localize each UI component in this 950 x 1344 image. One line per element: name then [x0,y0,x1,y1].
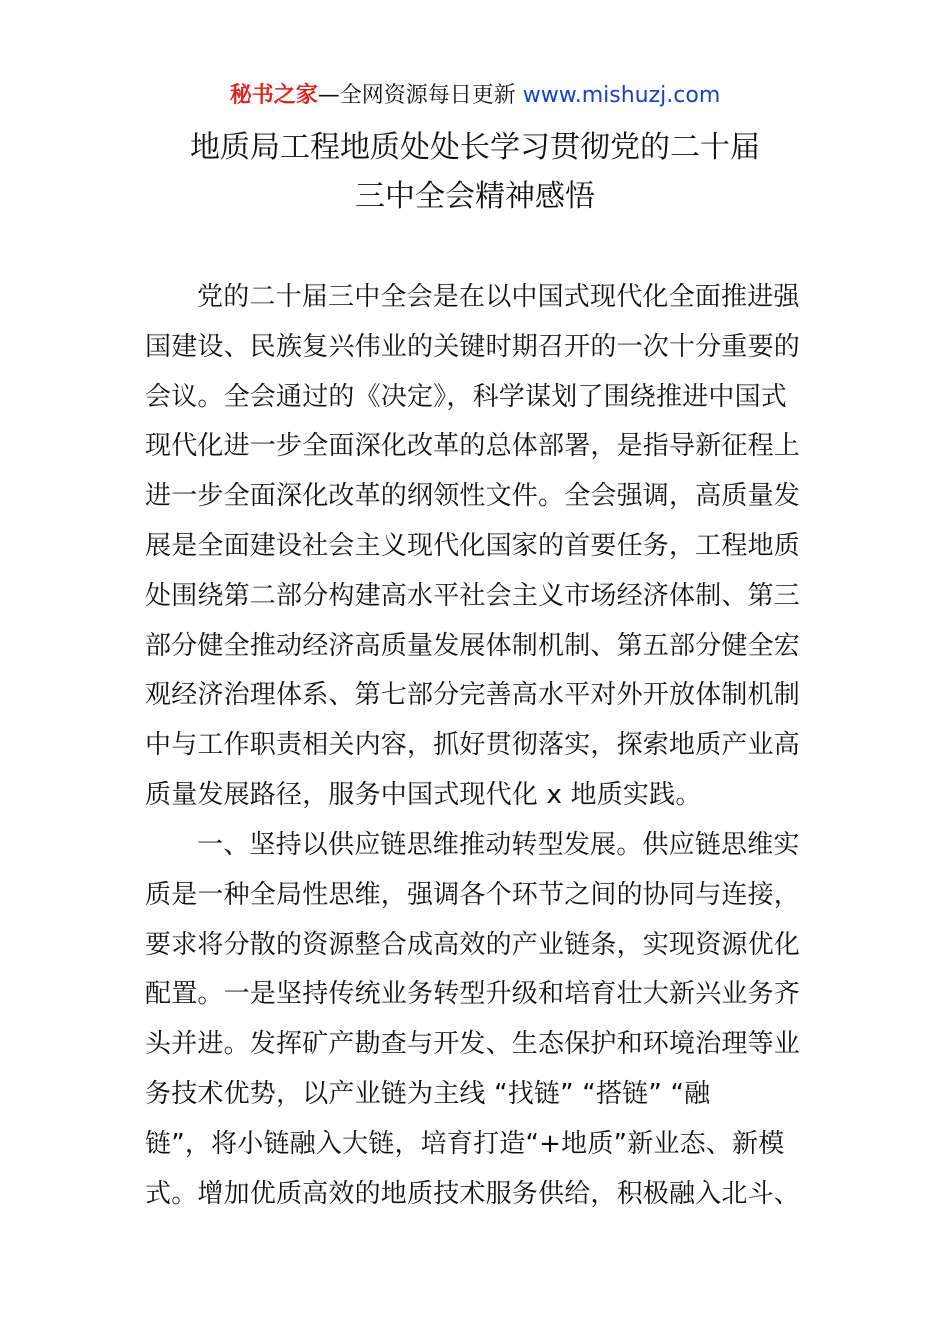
paragraph-line: 链”，将小链融入大链，培育打造“+地质”新业态、新模 [145,1128,785,1159]
brand-name: 秘书之家 [229,83,318,108]
paragraph-line: 质量发展路径，服务中国式现代化 x 地质实践。 [145,779,702,810]
paragraph-line: 国建设、民族复兴伟业的关键时期召开的一次十分重要的 [145,331,801,362]
paragraph-line: 进一步全面深化改革的纲领性文件。全会强调，高质量发 [145,481,801,512]
paragraph-line: 部分健全推动经济高质量发展体制机制、第五部分健全宏 [145,630,801,661]
paragraph-line: 要求将分散的资源整合成高效的产业链条，实现资源优化 [145,929,801,960]
paragraph-line: 处围绕第二部分构建高水平社会主义市场经济体制、第三 [145,580,801,611]
paragraph-line: 质是一种全局性思维，强调各个环节之间的协同与连接， [145,879,801,910]
paragraph-line: 观经济治理体系、第七部分完善高水平对外开放体制机制 [145,680,801,711]
paragraph-line: 展是全面建设社会主义现代化国家的首要任务，工程地质 [145,530,801,561]
paragraph-line: 配置。一是坚持传统业务转型升级和培育壮大新兴业务齐 [145,979,801,1010]
header-tagline: —全网资源每日更新 [317,83,523,108]
paragraph-line: 务技术优势，以产业链为主线 “找链” “搭链” “融 [145,1078,711,1109]
paragraph-line: 会议。全会通过的《决定》，科学谋划了围绕推进中国式 [145,381,788,412]
document-title-line-1: 地质局工程地质处处长学习贯彻党的二十届 [190,130,760,165]
paragraph-line: 中与工作职责相关内容，抓好贯彻落实，探索地质产业高 [145,730,801,761]
paragraph-2 [145,821,810,1219]
paragraph-line: 一、坚持以供应链思维推动转型发展。供应链思维实 [197,830,800,860]
site-link[interactable]: www.mishuzj.com [522,83,721,108]
paragraph-line: 现代化进一步全面深化改革的总体部署，是指导新征程上 [145,431,801,462]
site-header [0,80,950,112]
paragraph-line: 式。增加优质高效的地质技术服务供给，积极融入北斗、 [145,1178,801,1209]
paragraph-line: 头并进。发挥矿产勘查与开发、生态保护和环境治理等业 [145,1029,801,1060]
paragraph-1 [145,273,810,821]
paragraph-line: 党的二十届三中全会是在以中国式现代化全面推进强 [197,282,800,312]
document-title-line-2: 三中全会精神感悟 [355,179,595,214]
